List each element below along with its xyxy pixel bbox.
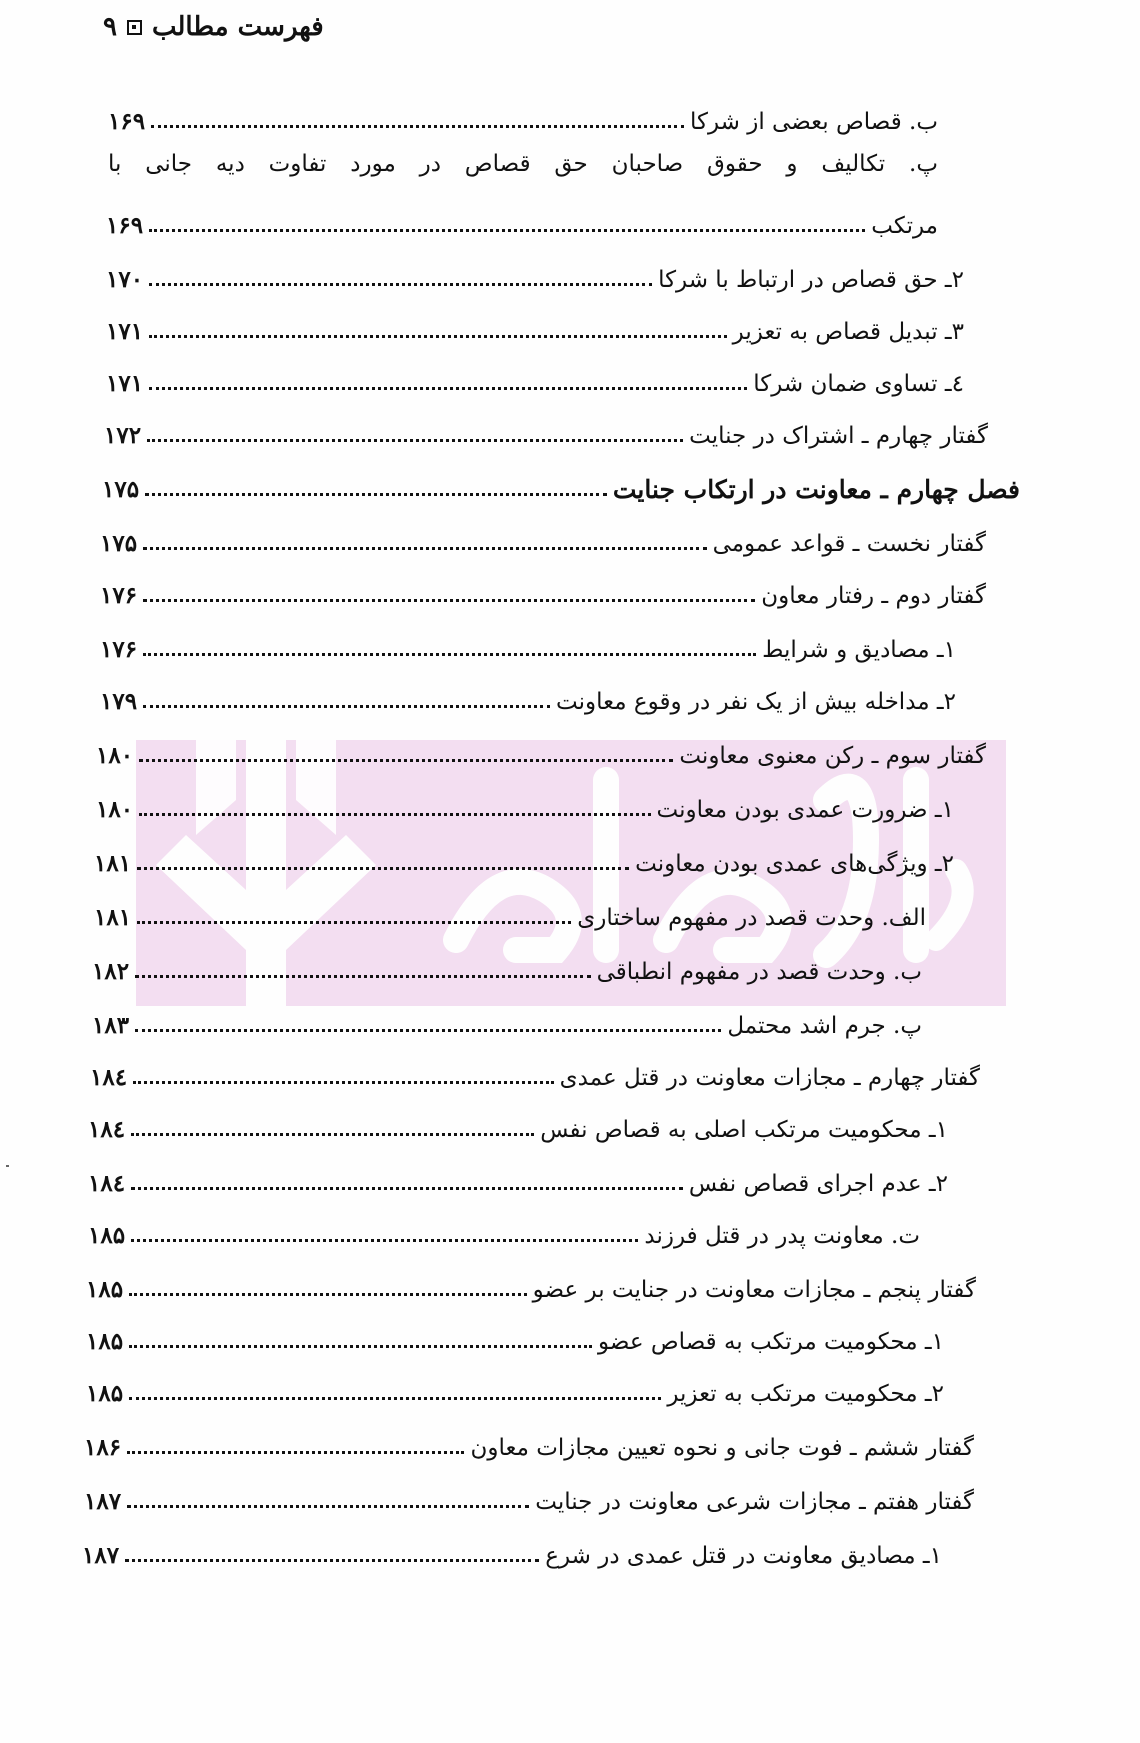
- toc-entry-title: گفتار دوم ـ رفتار معاون: [761, 583, 986, 609]
- chapter-heading: [102, 460, 1020, 504]
- toc-entry-title: ۲ـ ویژگی‌های عمدی بودن معاونت: [635, 851, 954, 877]
- toc-entry: [88, 1206, 920, 1250]
- dot-leader: [149, 387, 747, 390]
- toc-page-number: ۱۷۹: [100, 688, 138, 715]
- toc-entry: [104, 406, 988, 450]
- dot-leader: [151, 125, 684, 128]
- dot-leader: [149, 335, 727, 338]
- toc-entry: [108, 92, 938, 136]
- header-title: فهرست مطالب: [151, 12, 324, 42]
- toc-page-number: ۱۶۹: [108, 108, 146, 135]
- toc-entry: [100, 566, 986, 610]
- toc-entry-title: ۱ـ مصادیق و شرایط: [762, 637, 956, 663]
- dot-leader: [143, 547, 707, 550]
- toc-page-number: ۱۷۵: [102, 476, 140, 503]
- toc-entry: [90, 1048, 980, 1092]
- toc-entry-title: مرتکب: [871, 213, 938, 239]
- dot-leader: [145, 493, 607, 496]
- toc-entry: [92, 942, 922, 986]
- toc-entry-title: گفتار چهارم ـ مجازات معاونت در قتل عمدی: [559, 1065, 980, 1091]
- toc-page-number: ۱۸٤: [88, 1116, 126, 1143]
- toc-entry: [84, 1472, 974, 1516]
- toc-page-number: ۱۷۶: [100, 582, 138, 609]
- dot-leader: [133, 1081, 554, 1084]
- dot-leader: [143, 705, 550, 708]
- toc-entry-title: گفتار ششم ـ فوت جانی و نحوه تعیین مجازات معاون: [470, 1435, 974, 1461]
- toc-page-number: ۱۸۷: [82, 1542, 120, 1569]
- toc-entry: [100, 620, 956, 664]
- toc-page-number: ۱۸٤: [88, 1170, 126, 1197]
- toc-entry-title: گفتار هفتم ـ مجازات شرعی معاونت در جنایت: [535, 1489, 974, 1515]
- toc-entry: [106, 196, 938, 240]
- dot-leader: [137, 867, 629, 870]
- toc-entry: [106, 354, 964, 398]
- toc-page-number: ۱۷۲: [104, 422, 142, 449]
- toc-entry-title: ۲ـ مداخله بیش از یک نفر در وقوع معاونت: [556, 689, 956, 715]
- toc-entry: [100, 514, 986, 558]
- toc-entry-title: ب. قصاص بعضی از شرکا: [690, 109, 938, 135]
- toc-page-number: ۱۸۰: [96, 742, 134, 769]
- toc-entry-title: ۳ـ تبدیل قصاص به تعزیر: [732, 319, 964, 345]
- toc-page-number: ۱۸۰: [96, 796, 134, 823]
- toc-entry-title: ۱ـ محکومیت مرتکب اصلی به قصاص نفس: [540, 1117, 948, 1143]
- toc-page-number: ۱۸۱: [94, 904, 132, 931]
- toc-entry: [82, 1526, 942, 1570]
- toc-entry: [86, 1312, 944, 1356]
- toc-entry: [84, 1418, 974, 1462]
- toc-entry-title: ۲ـ عدم اجرای قصاص نفس: [688, 1171, 948, 1197]
- toc-entry-title: گفتار نخست ـ قواعد عمومی: [712, 531, 986, 557]
- toc-entry-title: گفتار چهارم ـ اشتراک در جنایت: [689, 423, 988, 449]
- toc-entry: [96, 726, 986, 770]
- toc-entry: [86, 1260, 976, 1304]
- toc-entry-title: گفتار پنجم ـ مجازات معاونت در جنایت بر عضو: [532, 1277, 976, 1303]
- toc-page-number: ۱۷۵: [100, 530, 138, 557]
- dot-leader: [147, 439, 683, 442]
- toc-page-number: ۱۶۹: [106, 212, 144, 239]
- toc-entry: [94, 888, 926, 932]
- toc-page-number: ۱۸۳: [92, 1012, 130, 1039]
- toc-page-number: ۱۷۱: [106, 318, 144, 345]
- toc-entry-title: گفتار سوم ـ رکن معنوی معاونت: [679, 743, 986, 769]
- toc-page-number: ۱۸٤: [90, 1064, 128, 1091]
- toc-entry-title: ت. معاونت پدر در قتل فرزند: [644, 1223, 920, 1249]
- toc-entry-title: ٤ـ تساوی ضمان شرکا: [753, 371, 964, 397]
- dot-leader: [127, 1451, 464, 1454]
- toc-page-number: ۱۸۶: [84, 1434, 122, 1461]
- toc-entry-title: ۱ـ مصادیق معاونت در قتل عمدی در شرع: [545, 1543, 942, 1569]
- toc-page-number: ۱۸۵: [88, 1222, 126, 1249]
- dot-leader: [125, 1559, 539, 1562]
- toc-page-number: ۱۸۵: [86, 1380, 124, 1407]
- toc-page-number: ۱۸۷: [84, 1488, 122, 1515]
- toc-entry-title: پ. تکالیف و حقوق صاحبان حق قصاص در مورد تفاوت دیه جانی با: [108, 151, 938, 177]
- toc-entry-title: فصل چهارم ـ معاونت در ارتکاب جنایت: [612, 475, 1020, 504]
- dot-leader: [149, 283, 652, 286]
- toc-entry-title: ۲ـ محکومیت مرتکب به تعزیر: [667, 1381, 944, 1407]
- toc-entry-title: ۲ـ حق قصاص در ارتباط با شرکا: [658, 267, 964, 293]
- toc-entry-title: ۱ـ محکومیت مرتکب به قصاص عضو: [598, 1329, 944, 1355]
- dot-leader: [129, 1345, 592, 1348]
- toc-entry-title: الف. وحدت قصد در مفهوم ساختاری: [577, 905, 926, 931]
- page-number: ۹: [103, 12, 117, 42]
- toc-entry: [88, 1154, 948, 1198]
- margin-mark: [6, 1165, 9, 1167]
- toc-page-number: ۱۸۵: [86, 1328, 124, 1355]
- toc-page-number: ۱۷۱: [106, 370, 144, 397]
- dot-leader: [139, 759, 673, 762]
- dot-leader: [129, 1397, 661, 1400]
- dot-leader: [131, 1133, 534, 1136]
- toc-entry: [92, 996, 922, 1040]
- toc-entry: [86, 1364, 944, 1408]
- dot-leader: [135, 975, 591, 978]
- toc-entry-title: پ. جرم اشد محتمل: [727, 1013, 922, 1039]
- toc-page-number: ۱۷۰: [106, 266, 144, 293]
- toc-page-number: ۱۸۱: [94, 850, 132, 877]
- toc-entry: [88, 1100, 948, 1144]
- dot-leader: [143, 653, 756, 656]
- dot-leader: [129, 1293, 527, 1296]
- dot-leader: [131, 1187, 683, 1190]
- toc-entry-title: ۱ـ ضرورت عمدی بودن معاونت: [656, 797, 954, 823]
- dot-leader: [127, 1505, 529, 1508]
- dot-leader: [143, 599, 755, 602]
- dot-leader: [135, 1029, 721, 1032]
- dot-leader: [149, 229, 865, 232]
- toc-entry: [106, 302, 964, 346]
- toc-entry: [106, 250, 964, 294]
- toc-page-number: ۱۸۵: [86, 1276, 124, 1303]
- toc-entry-title: ب. وحدت قصد در مفهوم انطباقی: [596, 959, 922, 985]
- toc-entry: [94, 834, 954, 878]
- toc-page-number: ۱۸۲: [92, 958, 130, 985]
- toc-entry: [96, 780, 954, 824]
- toc-page-number: ۱۷۶: [100, 636, 138, 663]
- toc-entry: [100, 672, 956, 716]
- dot-leader: [139, 813, 650, 816]
- dot-leader: [131, 1239, 638, 1242]
- dot-leader: [137, 921, 571, 924]
